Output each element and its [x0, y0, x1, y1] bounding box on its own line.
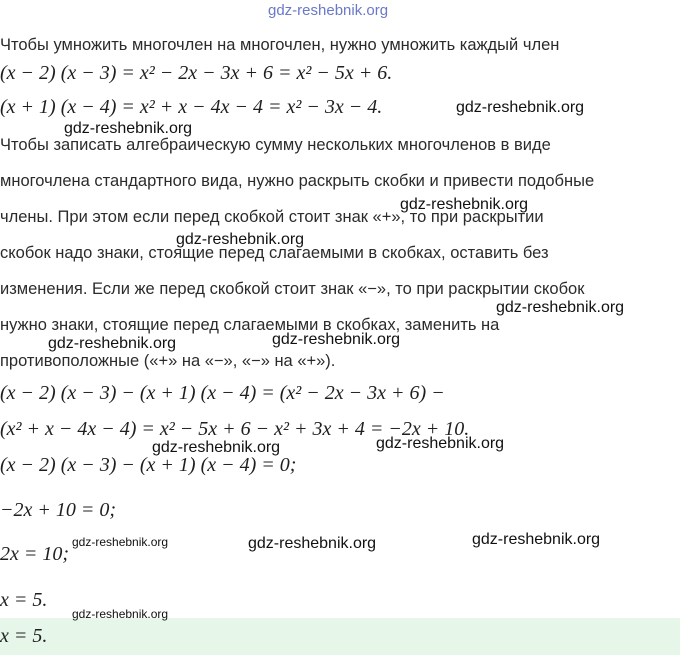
equation-5: −2x + 10 = 0;	[0, 499, 117, 521]
paragraph-line: изменения. Если же перед скобкой стоит знак «−», то при раскрытии скобок	[0, 280, 585, 298]
answer-highlight	[0, 618, 680, 655]
equation-4: (x − 2) (x − 3) − (x + 1) (x − 4) = 0;	[0, 454, 297, 476]
paragraph-line: скобок надо знаки, стоящие перед слагаемыми в скобках, оставить без	[0, 244, 549, 262]
watermark-top: gdz-reshebnik.org	[268, 2, 389, 19]
watermark: gdz-reshebnik.org	[400, 196, 529, 213]
paragraph-multiply-rule: Чтобы умножить многочлен на многочлен, нужно умножить каждый член	[0, 36, 560, 54]
watermark: gdz-reshebnik.org	[64, 120, 193, 137]
watermark: gdz-reshebnik.org	[48, 335, 177, 352]
watermark: gdz-reshebnik.org	[152, 439, 281, 456]
watermark: gdz-reshebnik.org	[456, 99, 585, 116]
equation-1: (x − 2) (x − 3) = x² − 2x − 3x + 6 = x² − 5x + 6.	[0, 62, 393, 84]
watermark: gdz-reshebnik.org	[272, 331, 401, 348]
equation-7: x = 5.	[0, 589, 48, 611]
answer-text: x = 5.	[0, 625, 48, 647]
watermark: gdz-reshebnik.org	[496, 299, 625, 316]
equation-3b: (x² + x − 4x − 4) = x² − 5x + 6 − x² + 3x + 4 = −2x + 10.	[0, 418, 470, 440]
watermark: gdz-reshebnik.org	[248, 535, 377, 552]
watermark: gdz-reshebnik.org	[472, 531, 601, 548]
paragraph-line: члены. При этом если перед скобкой стоит знак «+», то при раскрытии	[0, 208, 544, 226]
paragraph-line: нужно знаки, стоящие перед слагаемыми в скобках, заменить на	[0, 316, 500, 334]
paragraph-line: противоположные («+» на «−», «−» на «+»).	[0, 352, 336, 370]
watermark: gdz-reshebnik.org	[72, 535, 169, 549]
watermark: gdz-reshebnik.org	[176, 231, 305, 248]
watermark: gdz-reshebnik.org	[72, 607, 169, 621]
equation-6: 2x = 10;	[0, 543, 70, 565]
paragraph-line: многочлена стандартного вида, нужно раскрыть скобки и привести подобные	[0, 172, 595, 190]
equation-3a: (x − 2) (x − 3) − (x + 1) (x − 4) = (x² − 2x − 3x + 6) −	[0, 382, 445, 404]
paragraph-line: Чтобы записать алгебраическую сумму нескольких многочленов в виде	[0, 136, 551, 154]
equation-2: (x + 1) (x − 4) = x² + x − 4x − 4 = x² − 3x − 4.	[0, 96, 383, 118]
watermark: gdz-reshebnik.org	[376, 435, 505, 452]
